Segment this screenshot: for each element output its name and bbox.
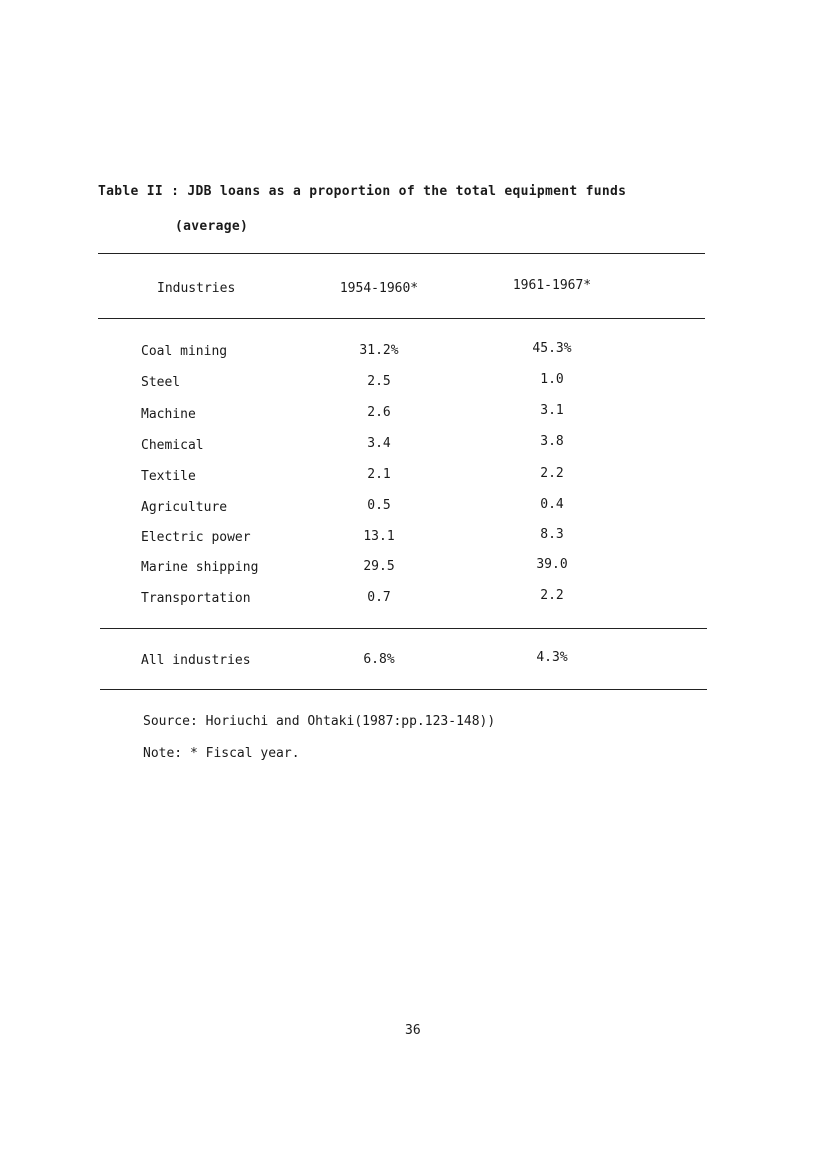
total-label: All industries	[141, 653, 251, 668]
total-1961-1967: 4.3%	[536, 650, 568, 665]
value-1961-1967: 3.8	[540, 434, 564, 449]
value-1961-1967: 8.3	[540, 527, 564, 542]
industry-cell: Agriculture	[141, 500, 228, 515]
source-note: Source: Horiuchi and Ohtaki(1987:pp.123-148))	[143, 714, 496, 729]
value-1961-1967: 0.4	[540, 497, 564, 512]
bottom-rule	[100, 689, 707, 690]
value-1954-1960: 0.7	[367, 590, 391, 605]
fiscal-year-note: Note: * Fiscal year.	[143, 746, 300, 761]
value-1954-1960: 13.1	[363, 529, 395, 544]
value-1954-1960: 31.2%	[359, 343, 399, 358]
value-1961-1967: 3.1	[540, 403, 564, 418]
value-1954-1960: 2.1	[367, 467, 391, 482]
value-1954-1960: 29.5	[363, 559, 395, 574]
industry-cell: Electric power	[141, 530, 251, 545]
value-1954-1960: 3.4	[367, 436, 391, 451]
industry-cell: Coal mining	[141, 344, 228, 359]
industry-cell: Steel	[141, 375, 181, 390]
header-period-1954-1960: 1954-1960*	[339, 281, 419, 296]
total-1954-1960: 6.8%	[363, 652, 395, 667]
value-1961-1967: 39.0	[536, 557, 568, 572]
top-rule	[98, 253, 705, 254]
value-1961-1967: 2.2	[540, 466, 564, 481]
value-1954-1960: 2.6	[367, 405, 391, 420]
table-caption: Table II : JDB loans as a proportion of the total equipment funds	[98, 184, 627, 199]
value-1961-1967: 45.3%	[532, 341, 572, 356]
value-1954-1960: 0.5	[367, 498, 391, 513]
industry-cell: Machine	[141, 407, 196, 422]
industry-cell: Marine shipping	[141, 560, 259, 575]
page-number: 36	[405, 1023, 421, 1038]
total-rule	[100, 628, 707, 629]
industry-cell: Transportation	[141, 591, 251, 606]
industry-cell: Textile	[141, 469, 196, 484]
value-1954-1960: 2.5	[367, 374, 391, 389]
header-industries: Industries	[157, 281, 236, 296]
table-caption-subtitle: (average)	[175, 219, 249, 234]
industry-cell: Chemical	[141, 438, 204, 453]
value-1961-1967: 2.2	[540, 588, 564, 603]
value-1961-1967: 1.0	[540, 372, 564, 387]
header-period-1961-1967: 1961-1967*	[512, 278, 592, 293]
header-rule	[98, 318, 705, 319]
